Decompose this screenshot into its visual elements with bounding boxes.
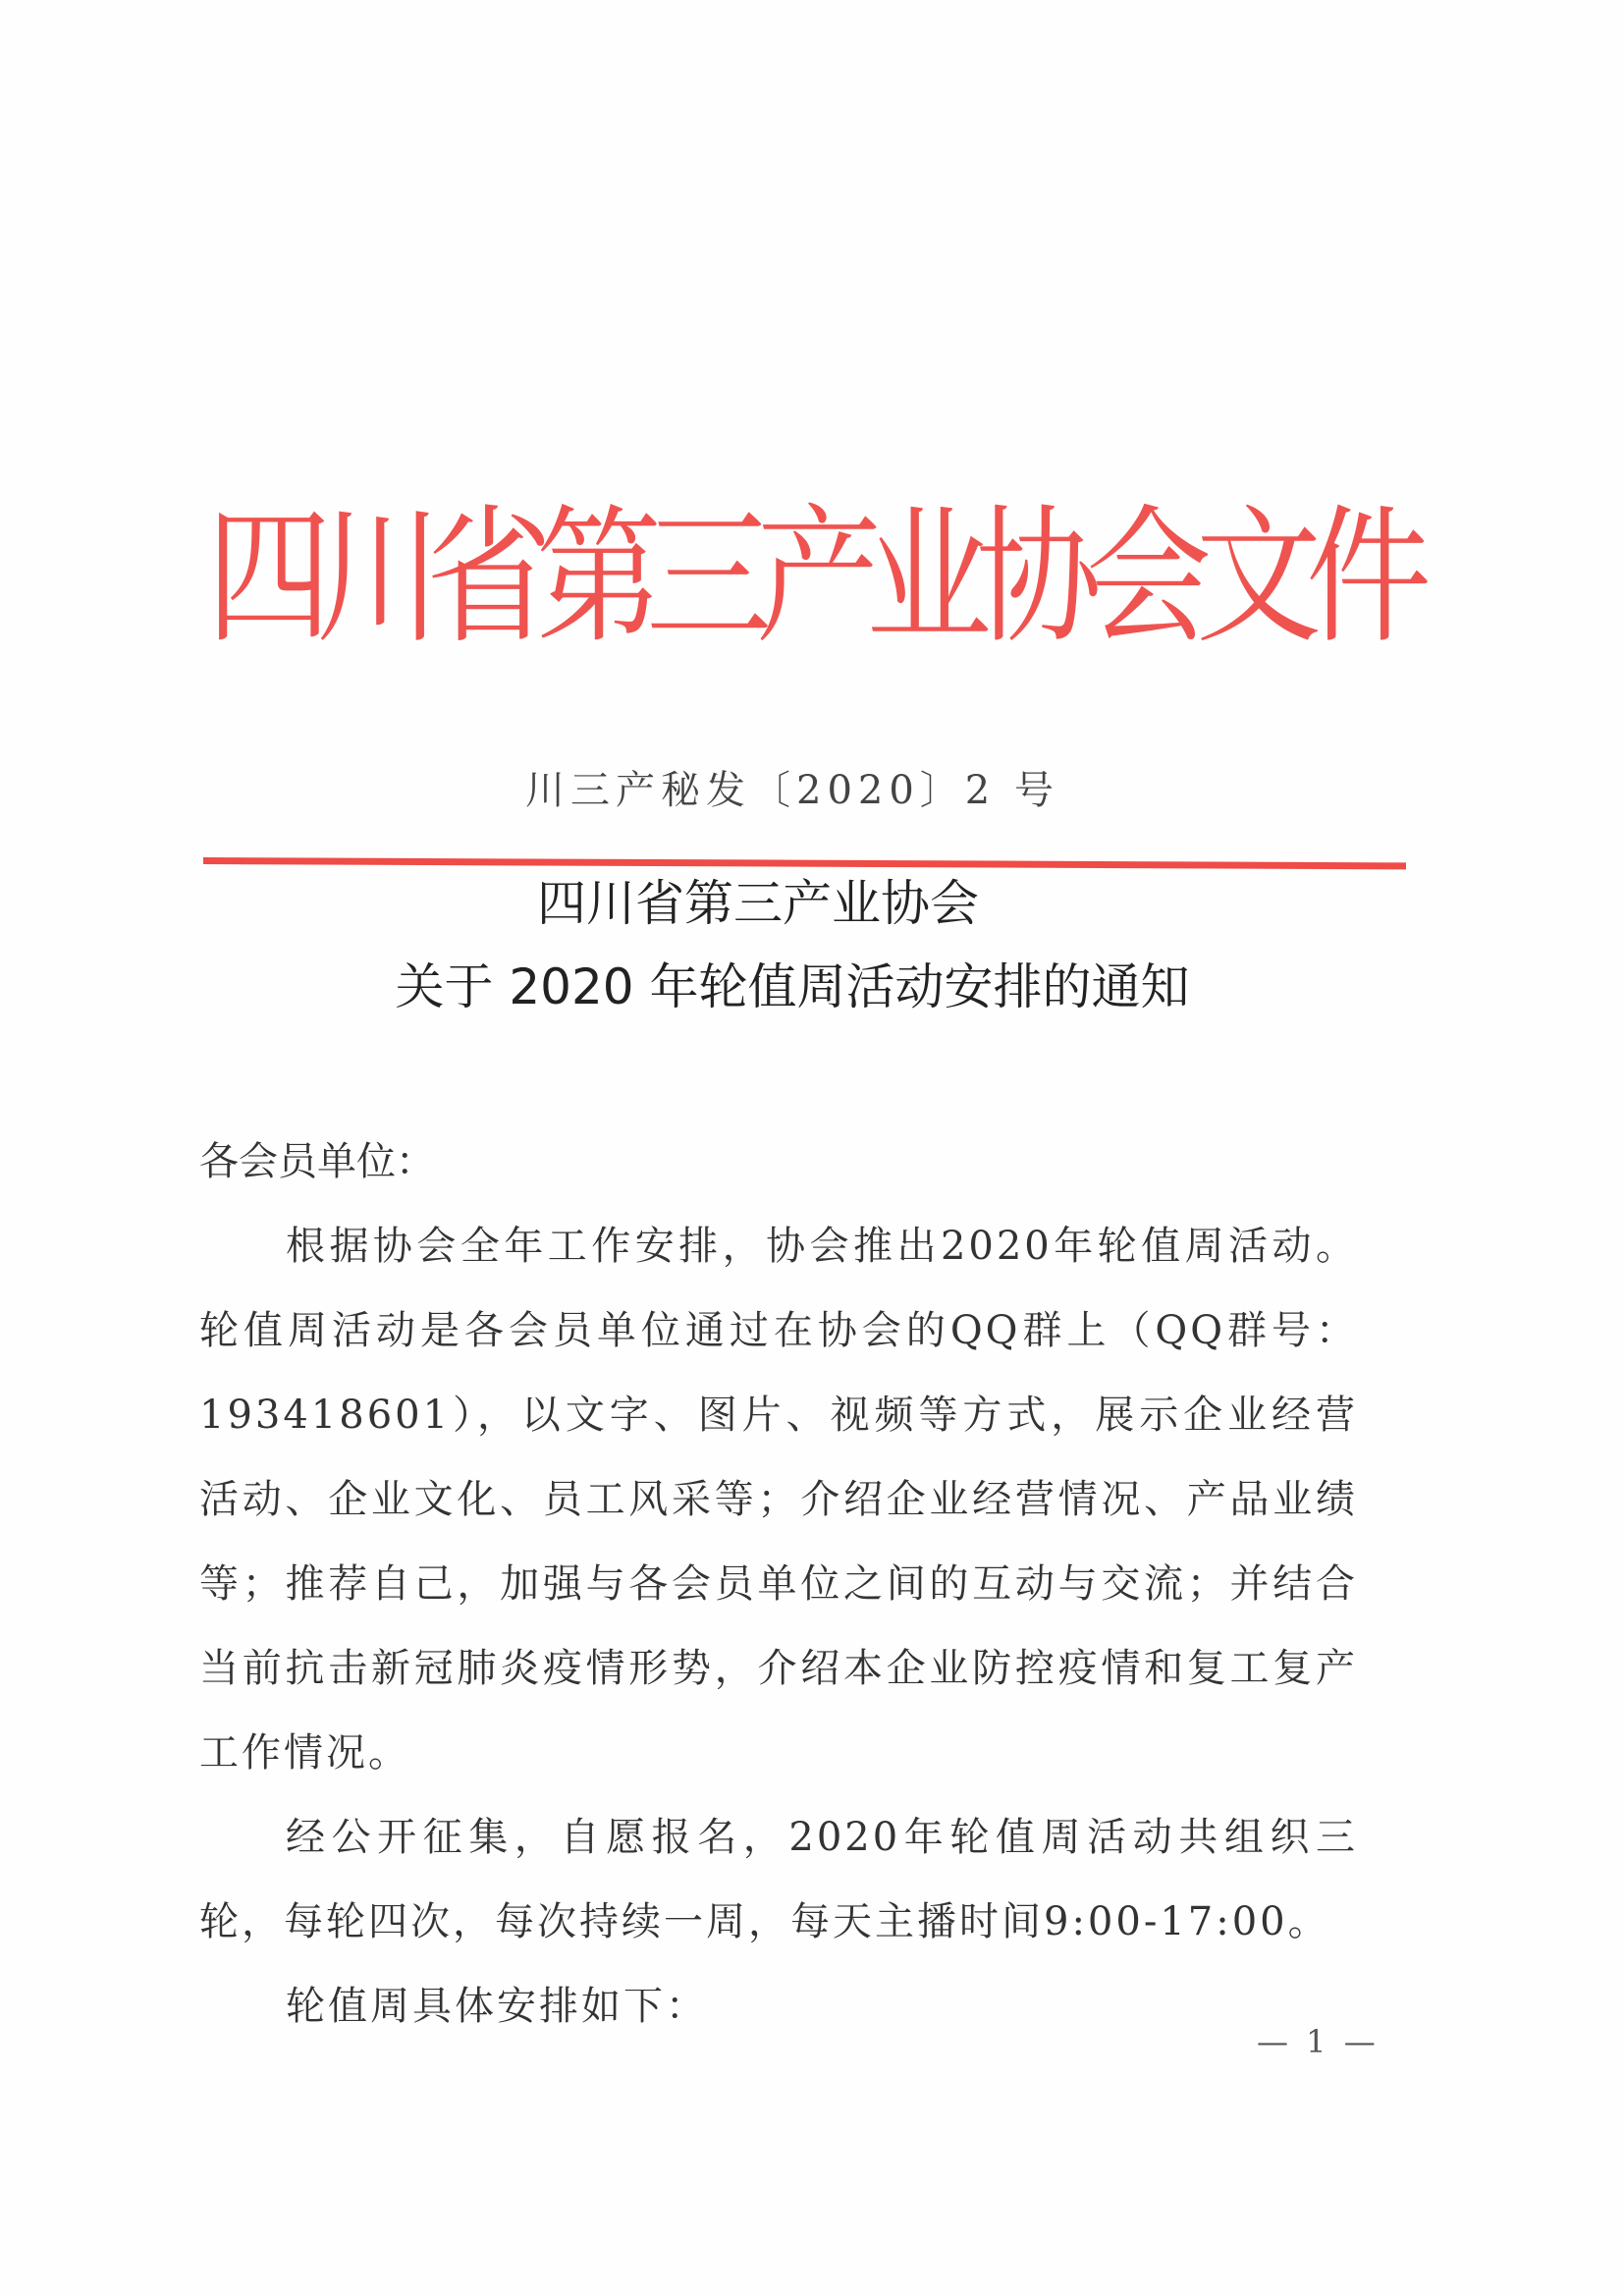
notice-title-org: 四川省第三产业协会 [537,875,979,932]
masthead-char: 业 [866,491,993,665]
document-number [0,759,1624,815]
masthead-char: 文 [1196,491,1323,665]
document-number-text: 川三产秘发〔2020〕2 号 [525,768,1059,813]
page-number: — 1 — [1257,2023,1380,2060]
masthead-char: 三 [646,491,773,665]
body-paragraph: 根据协会全年工作安排，协会推出2020年轮值周活动。轮值周活动是各会员单位通过在协会的QQ群上（QQ群号：193418601），以文字、图片、视频等方式，展示企业经营活动、企业文化、员工风采等；介绍企业经营情况、产品业绩等；推荐自己，加强与各会员单位之间的互动与交流；并结合当前抗击新冠肺炎疫情形势，介绍本企业防控疫情和复工复产工作情况。 [199,1224,1358,1776]
masthead-char: 产 [756,491,883,665]
masthead-title [206,466,1433,665]
body-paragraph: 轮值周具体安排如下： [286,1984,708,2029]
notice-title-line-2 [0,948,1624,1018]
masthead-char: 协 [976,491,1103,665]
masthead-char: 四 [206,491,333,665]
body-paragraph: 经公开征集，自愿报名，2020年轮值周活动共组织三轮，每轮四次，每次持续一周，每天主播时间9:00-17:00。 [199,1815,1358,1944]
masthead-char: 省 [426,491,553,665]
masthead-char: 川 [316,491,443,665]
notice-title-line-1 [0,864,1624,935]
notice-title-subject: 关于 2020 年轮值周活动安排的通知 [395,958,1190,1015]
notice-body [199,1120,1358,2049]
masthead-char: 会 [1086,491,1213,665]
salutation: 各会员单位： [199,1139,435,1184]
masthead-char: 件 [1306,491,1433,665]
masthead-char: 第 [536,491,663,665]
